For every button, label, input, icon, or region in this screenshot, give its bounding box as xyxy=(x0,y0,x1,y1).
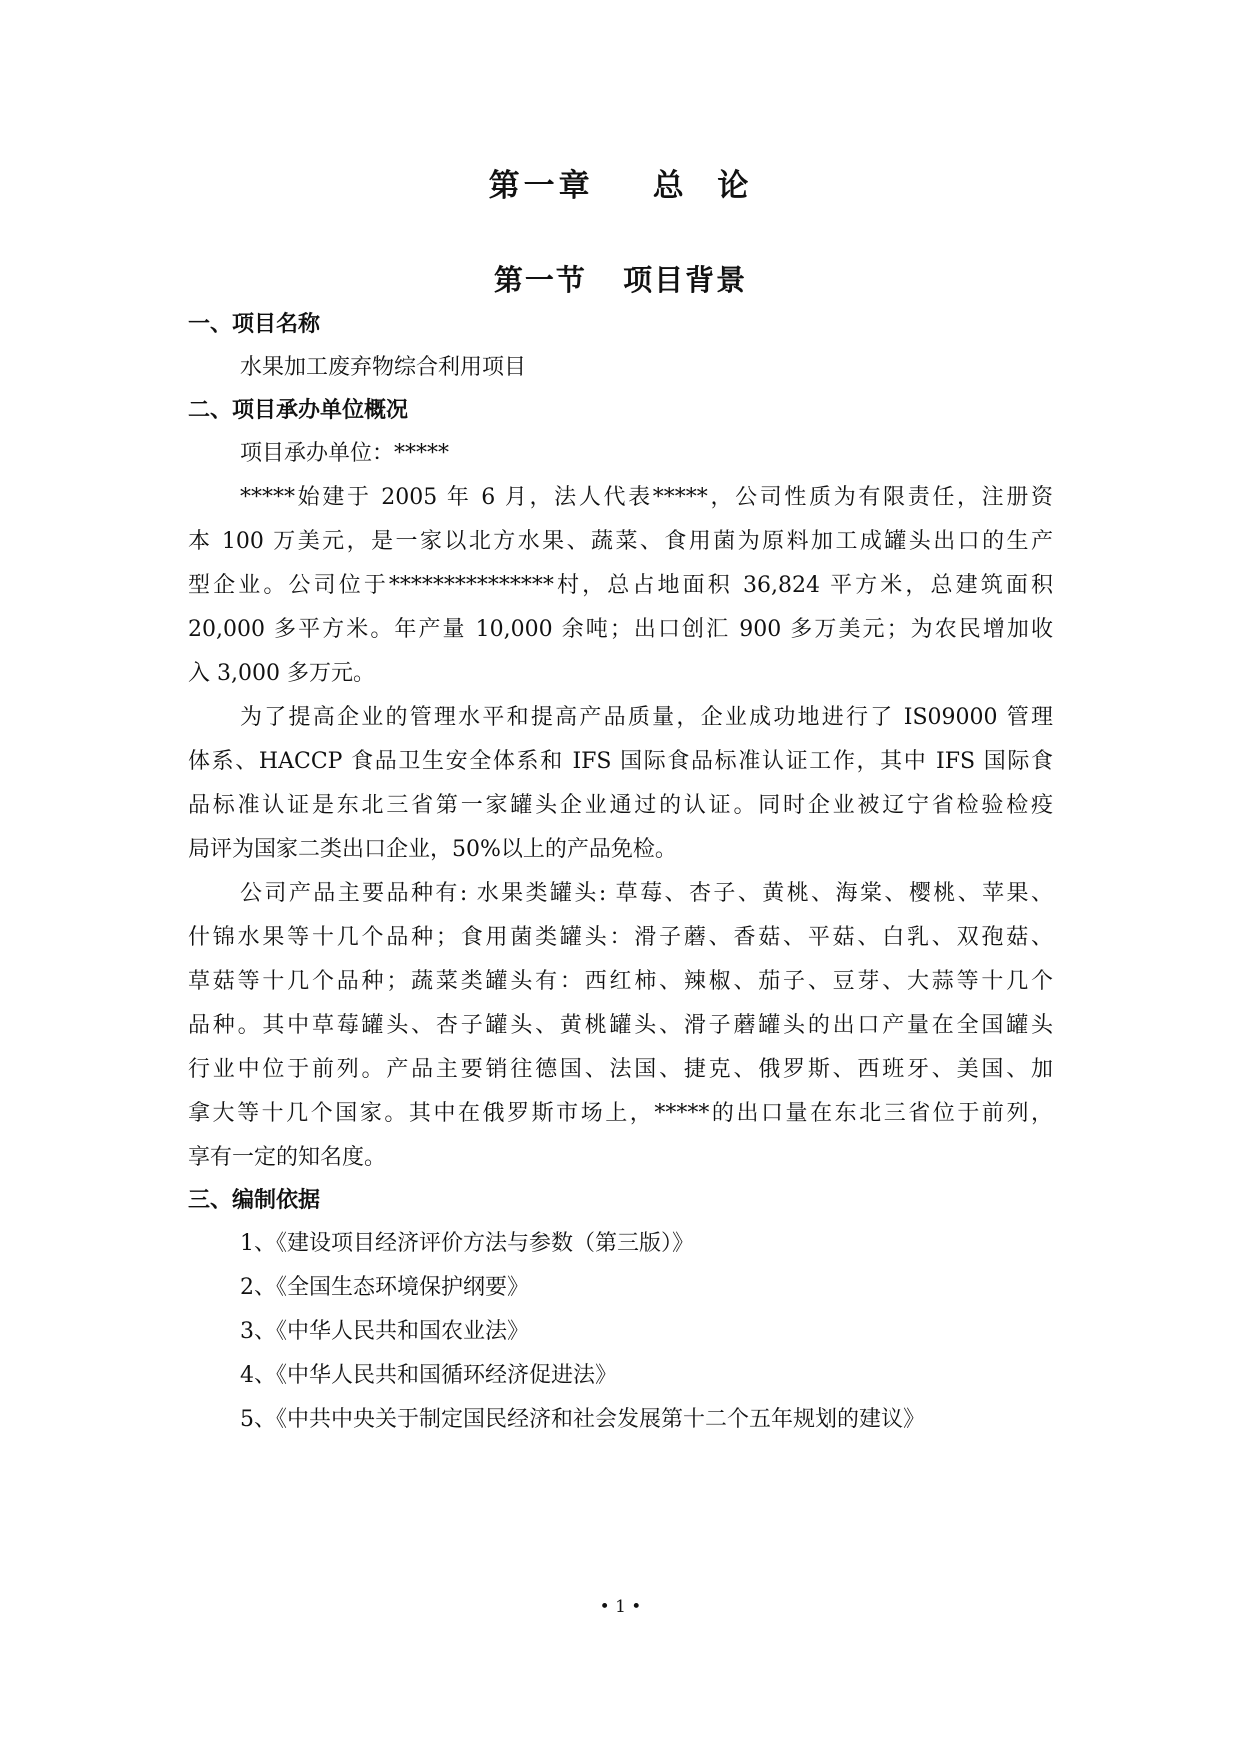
paragraph-line: 享有一定的知名度。 xyxy=(188,1145,387,1170)
paragraph-line: 入 3,000 多万元。 xyxy=(188,661,375,686)
paragraph-line: 行业中位于前列。产品主要销往德国、法国、捷克、俄罗斯、西班牙、美国、加 xyxy=(188,1057,1053,1082)
heading-unit-overview: 二、项目承办单位概况 xyxy=(188,398,409,423)
paragraph-line: *****始建于 2005 年 6 月，法人代表*****，公司性质为有限责任，注册资 xyxy=(240,485,1053,510)
chapter-title: 第一章 总 论 xyxy=(488,168,753,204)
paragraph-line: 品标准认证是东北三省第一家罐头企业通过的认证。同时企业被辽宁省检验检疫 xyxy=(188,793,1053,818)
unit-line: 项目承办单位：***** xyxy=(240,441,450,466)
paragraph-line: 局评为国家二类出口企业，50%以上的产品免检。 xyxy=(188,837,677,862)
paragraph-line: 体系、HACCP 食品卫生安全体系和 IFS 国际食品标准认证工作，其中 IFS 国际食 xyxy=(188,749,1053,774)
paragraph-line: 型企业。公司位于***************村，总占地面积 36,824 平方米，总建筑面积 xyxy=(188,573,1053,598)
heading-project-name: 一、项目名称 xyxy=(188,312,321,337)
section-title: 第一节 项目背景 xyxy=(493,263,748,297)
paragraph-line: 本 100 万美元，是一家以北方水果、蔬菜、食用菌为原料加工成罐头出口的生产 xyxy=(188,529,1053,554)
paragraph-line: 草菇等十几个品种；蔬菜类罐头有：西红柿、辣椒、茄子、豆芽、大蒜等十几个 xyxy=(188,969,1053,994)
paragraph-line: 什锦水果等十几个品种；食用菌类罐头：滑子蘑、香菇、平菇、白乳、双孢菇、 xyxy=(188,925,1053,950)
list-item: 2、《全国生态环境保护纲要》 xyxy=(240,1275,529,1300)
list-item: 4、《中华人民共和国循环经济促进法》 xyxy=(240,1363,617,1388)
heading-basis: 三、编制依据 xyxy=(188,1188,321,1213)
paragraph-line: 拿大等十几个国家。其中在俄罗斯市场上，*****的出口量在东北三省位于前列， xyxy=(188,1101,1053,1126)
paragraph-line: 公司产品主要品种有: 水果类罐头: 草莓、杏子、黄桃、海棠、樱桃、苹果、 xyxy=(240,881,1053,906)
paragraph-line: 品种。其中草莓罐头、杏子罐头、黄桃罐头、滑子蘑罐头的出口产量在全国罐头 xyxy=(188,1013,1053,1038)
project-name-text: 水果加工废弃物综合利用项目 xyxy=(240,355,527,380)
page-number: • 1 • xyxy=(599,1597,642,1617)
list-item: 3、《中华人民共和国农业法》 xyxy=(240,1319,529,1344)
paragraph-line: 20,000 多平方米。年产量 10,000 余吨；出口创汇 900 多万美元；为农民增加收 xyxy=(188,617,1053,642)
paragraph-line: 为了提高企业的管理水平和提高产品质量，企业成功地进行了 IS09000 管理 xyxy=(240,705,1053,730)
list-item: 5、《中共中央关于制定国民经济和社会发展第十二个五年规划的建议》 xyxy=(240,1407,925,1432)
list-item: 1、《建设项目经济评价方法与参数（第三版）》 xyxy=(240,1231,694,1256)
